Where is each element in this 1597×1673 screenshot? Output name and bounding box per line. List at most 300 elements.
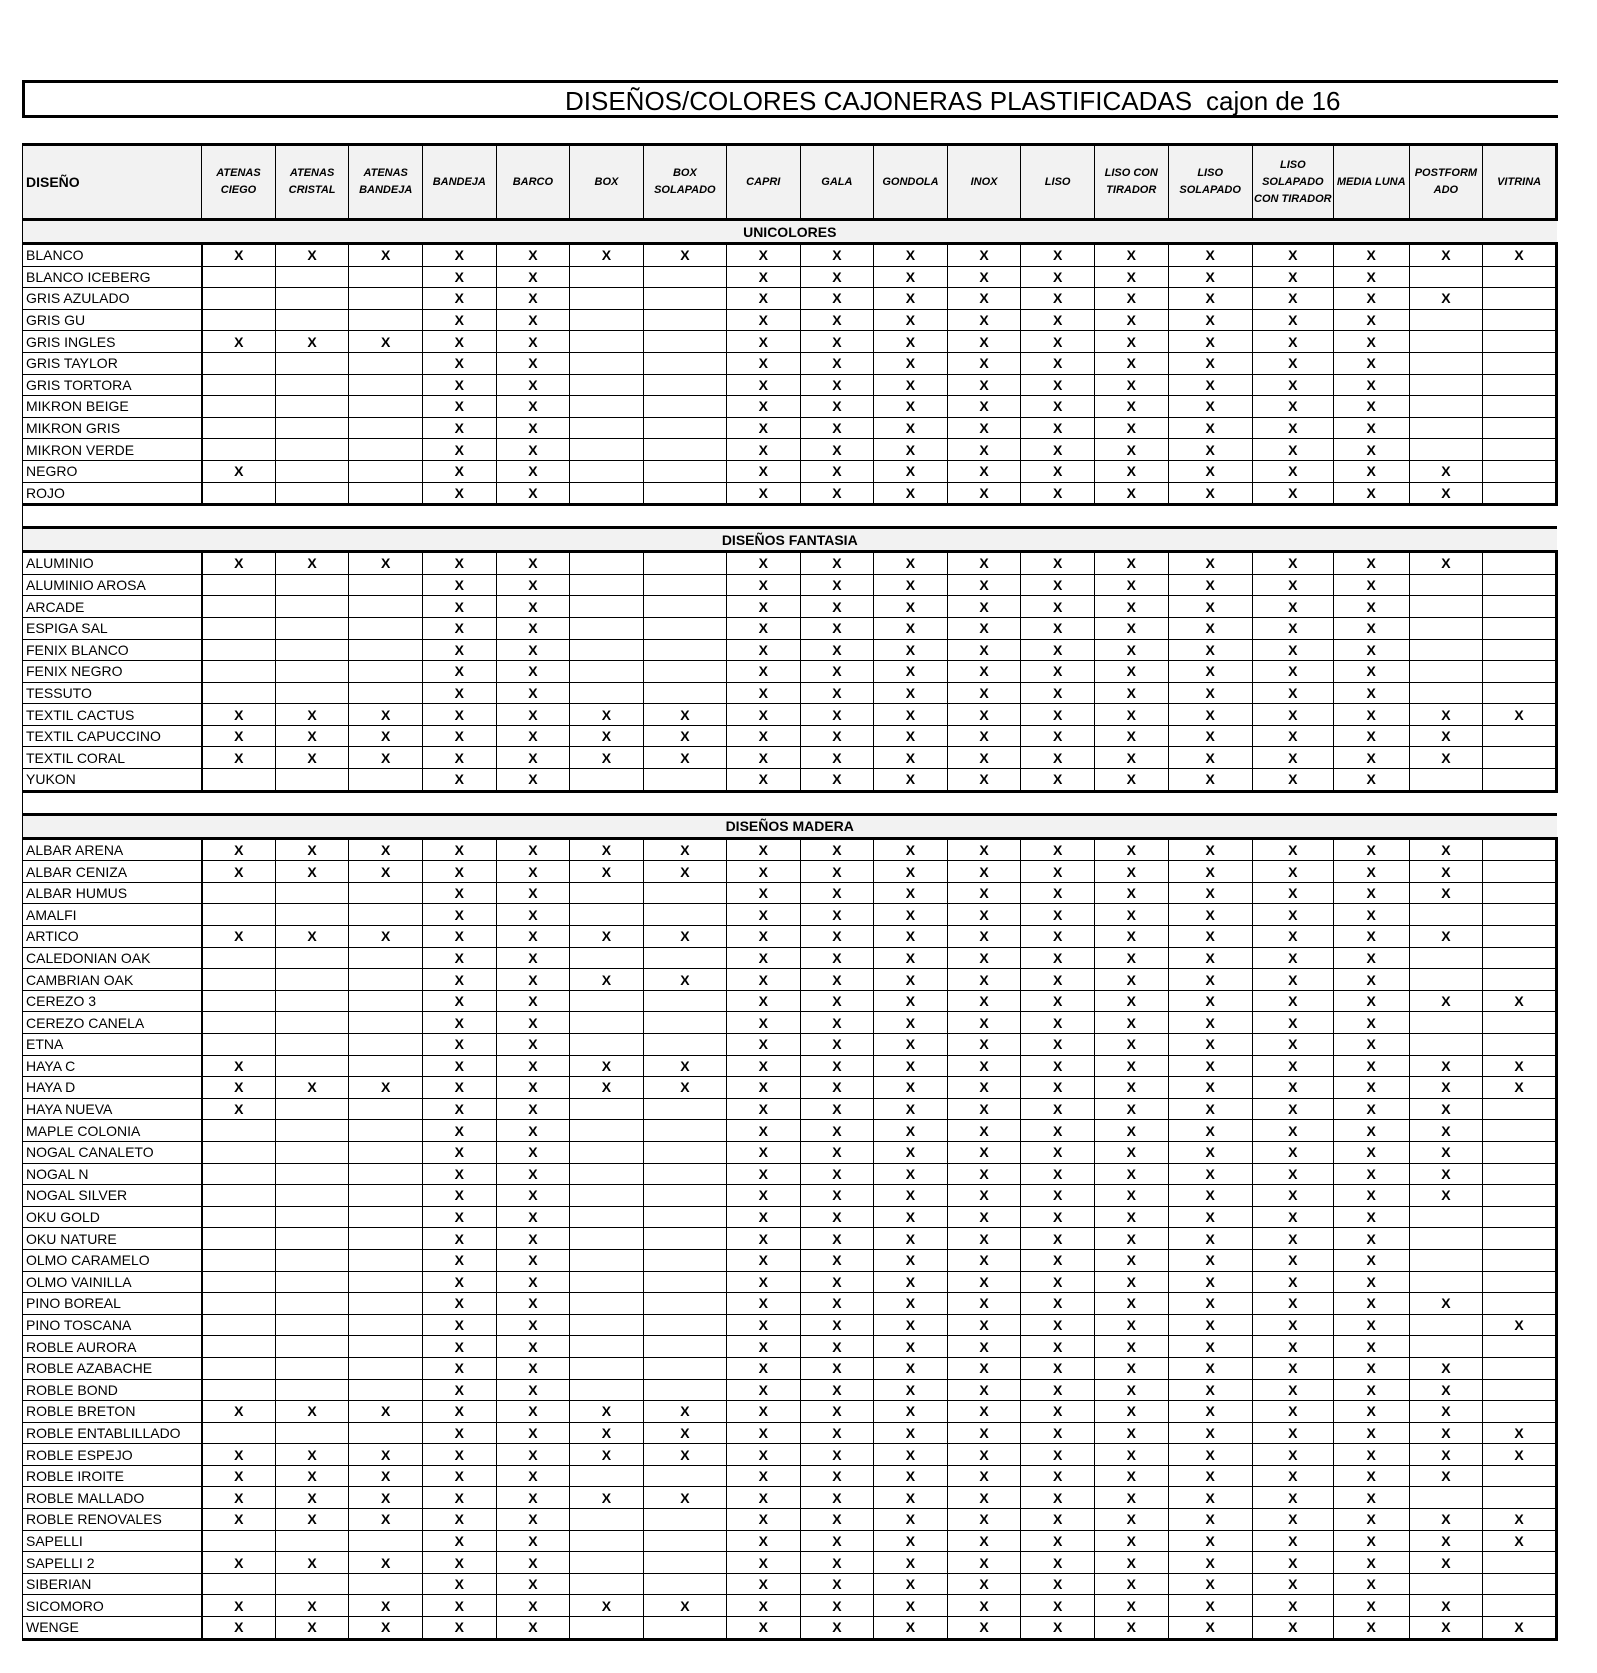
availability-cell: X — [643, 725, 726, 747]
availability-cell: X — [422, 396, 496, 418]
column-header: GONDOLA — [874, 145, 948, 220]
availability-cell: X — [1483, 1055, 1557, 1077]
availability-cell: X — [349, 704, 423, 726]
availability-cell — [643, 1034, 726, 1056]
availability-cell — [202, 1314, 276, 1336]
availability-cell: X — [1483, 1314, 1557, 1336]
availability-cell: X — [1168, 352, 1252, 374]
table-row — [23, 926, 1557, 948]
availability-cell: X — [726, 969, 800, 991]
availability-cell: X — [422, 1401, 496, 1423]
availability-cell — [1483, 574, 1557, 596]
availability-cell: X — [570, 704, 644, 726]
availability-cell: X — [874, 969, 948, 991]
availability-cell: X — [1333, 1163, 1409, 1185]
availability-cell — [1483, 969, 1557, 991]
availability-cell: X — [800, 1077, 874, 1099]
availability-cell: X — [422, 969, 496, 991]
availability-cell: X — [422, 1249, 496, 1271]
availability-cell — [1483, 1465, 1557, 1487]
availability-cell: X — [874, 747, 948, 769]
availability-cell: X — [1094, 1141, 1168, 1163]
availability-cell: X — [422, 1077, 496, 1099]
availability-cell — [349, 1120, 423, 1142]
availability-cell — [1409, 417, 1483, 439]
availability-cell: X — [874, 309, 948, 331]
availability-cell: X — [1409, 460, 1483, 482]
availability-cell: X — [1094, 309, 1168, 331]
availability-cell — [643, 1098, 726, 1120]
availability-cell: X — [947, 1595, 1021, 1617]
availability-cell: X — [1021, 1293, 1095, 1315]
availability-cell: X — [947, 482, 1021, 505]
availability-cell: X — [202, 1401, 276, 1423]
availability-cell: X — [643, 747, 726, 769]
availability-cell: X — [496, 439, 570, 461]
availability-cell — [275, 417, 349, 439]
availability-cell: X — [800, 682, 874, 704]
availability-cell: X — [1252, 747, 1333, 769]
availability-cell — [1409, 769, 1483, 792]
availability-cell: X — [1483, 1530, 1557, 1552]
availability-cell: X — [1333, 639, 1409, 661]
availability-cell — [643, 1530, 726, 1552]
table-row — [23, 460, 1557, 482]
availability-cell: X — [275, 1509, 349, 1531]
availability-cell — [275, 1120, 349, 1142]
availability-cell — [1483, 1401, 1557, 1423]
availability-cell: X — [570, 838, 644, 861]
availability-cell — [349, 396, 423, 418]
availability-cell — [643, 1357, 726, 1379]
availability-cell: X — [1168, 904, 1252, 926]
availability-cell: X — [800, 552, 874, 575]
availability-cell — [1409, 1249, 1483, 1271]
availability-cell — [202, 266, 276, 288]
availability-cell: X — [1168, 1293, 1252, 1315]
availability-cell: X — [496, 552, 570, 575]
design-name: WENGE — [23, 1617, 202, 1640]
availability-cell — [349, 990, 423, 1012]
availability-cell: X — [726, 1444, 800, 1466]
availability-cell: X — [1333, 596, 1409, 618]
availability-cell: X — [422, 1228, 496, 1250]
availability-cell: X — [726, 1163, 800, 1185]
availability-cell: X — [1168, 1120, 1252, 1142]
availability-cell: X — [1333, 1055, 1409, 1077]
availability-cell: X — [726, 1617, 800, 1640]
availability-cell: X — [726, 439, 800, 461]
availability-cell: X — [947, 947, 1021, 969]
availability-cell — [202, 769, 276, 792]
availability-cell: X — [422, 1034, 496, 1056]
availability-cell: X — [1409, 990, 1483, 1012]
availability-cell: X — [275, 244, 349, 267]
availability-cell: X — [1168, 266, 1252, 288]
table-row — [23, 725, 1557, 747]
availability-cell — [1409, 1573, 1483, 1595]
availability-cell — [1483, 1012, 1557, 1034]
design-name: ALBAR ARENA — [23, 838, 202, 861]
availability-cell — [570, 1228, 644, 1250]
availability-cell: X — [1483, 244, 1557, 267]
availability-cell: X — [1252, 861, 1333, 883]
availability-cell: X — [422, 331, 496, 353]
table-row — [23, 1357, 1557, 1379]
availability-cell: X — [1168, 482, 1252, 505]
availability-cell — [643, 1465, 726, 1487]
availability-cell: X — [874, 1552, 948, 1574]
availability-cell: X — [874, 1055, 948, 1077]
availability-cell: X — [1252, 1487, 1333, 1509]
availability-cell: X — [800, 331, 874, 353]
availability-cell — [570, 482, 644, 505]
table-row — [23, 617, 1557, 639]
availability-cell — [1483, 661, 1557, 683]
availability-cell: X — [496, 682, 570, 704]
availability-cell: X — [947, 288, 1021, 310]
availability-cell — [643, 1249, 726, 1271]
availability-cell: X — [800, 1573, 874, 1595]
availability-cell — [349, 1012, 423, 1034]
availability-cell: X — [1168, 1336, 1252, 1358]
title-main: DISEÑOS/COLORES CAJONERAS PLASTIFICADAS — [565, 86, 1193, 116]
availability-cell: X — [422, 574, 496, 596]
table-row — [23, 882, 1557, 904]
table-row — [23, 704, 1557, 726]
availability-cell: X — [1252, 1422, 1333, 1444]
availability-cell: X — [349, 926, 423, 948]
availability-cell: X — [349, 331, 423, 353]
availability-cell: X — [1021, 1487, 1095, 1509]
availability-cell — [202, 1034, 276, 1056]
availability-cell: X — [800, 1357, 874, 1379]
availability-cell: X — [800, 352, 874, 374]
table-row — [23, 1034, 1557, 1056]
availability-cell: X — [947, 1206, 1021, 1228]
availability-cell: X — [1094, 1098, 1168, 1120]
availability-cell — [643, 990, 726, 1012]
availability-cell — [202, 969, 276, 991]
column-header: MEDIA LUNA — [1333, 145, 1409, 220]
availability-cell: X — [570, 1487, 644, 1509]
availability-cell: X — [874, 331, 948, 353]
availability-cell — [643, 352, 726, 374]
availability-cell: X — [800, 574, 874, 596]
availability-cell: X — [874, 882, 948, 904]
availability-cell: X — [422, 439, 496, 461]
availability-cell: X — [275, 1077, 349, 1099]
availability-cell — [202, 439, 276, 461]
availability-cell: X — [1333, 1012, 1409, 1034]
availability-cell: X — [422, 904, 496, 926]
availability-cell: X — [874, 947, 948, 969]
availability-cell: X — [874, 552, 948, 575]
availability-cell: X — [1168, 1185, 1252, 1207]
availability-cell: X — [422, 1098, 496, 1120]
availability-cell: X — [726, 1055, 800, 1077]
availability-cell: X — [1021, 482, 1095, 505]
availability-cell: X — [1168, 244, 1252, 267]
availability-cell: X — [1252, 439, 1333, 461]
availability-cell: X — [496, 725, 570, 747]
availability-cell: X — [1333, 1465, 1409, 1487]
availability-cell: X — [1333, 682, 1409, 704]
availability-cell: X — [1333, 1206, 1409, 1228]
availability-cell — [202, 1336, 276, 1358]
column-header: ATENAS CIEGO — [202, 145, 276, 220]
design-name: ETNA — [23, 1034, 202, 1056]
availability-cell: X — [726, 1185, 800, 1207]
availability-cell: X — [1409, 1595, 1483, 1617]
design-name: HAYA C — [23, 1055, 202, 1077]
availability-cell: X — [800, 1206, 874, 1228]
availability-cell: X — [1252, 1185, 1333, 1207]
availability-cell — [570, 1465, 644, 1487]
availability-cell: X — [1094, 266, 1168, 288]
availability-cell — [643, 374, 726, 396]
availability-cell: X — [422, 374, 496, 396]
availability-cell — [1483, 482, 1557, 505]
availability-cell: X — [874, 1271, 948, 1293]
availability-cell: X — [726, 244, 800, 267]
availability-cell: X — [1333, 417, 1409, 439]
availability-cell: X — [1021, 639, 1095, 661]
availability-cell: X — [422, 1509, 496, 1531]
availability-cell: X — [726, 352, 800, 374]
column-header: ATENAS BANDEJA — [349, 145, 423, 220]
availability-cell: X — [1021, 574, 1095, 596]
availability-cell: X — [1168, 1077, 1252, 1099]
availability-cell: X — [202, 1617, 276, 1640]
design-name: BLANCO ICEBERG — [23, 266, 202, 288]
availability-cell: X — [1333, 661, 1409, 683]
availability-cell: X — [1252, 661, 1333, 683]
availability-cell — [349, 1141, 423, 1163]
availability-cell: X — [643, 1595, 726, 1617]
availability-cell: X — [1252, 704, 1333, 726]
availability-cell: X — [1252, 1034, 1333, 1056]
availability-cell — [275, 288, 349, 310]
column-header: ATENAS CRISTAL — [275, 145, 349, 220]
design-name: OLMO CARAMELO — [23, 1249, 202, 1271]
availability-cell: X — [1094, 661, 1168, 683]
availability-cell — [643, 596, 726, 618]
availability-cell: X — [1094, 1401, 1168, 1423]
design-name: OKU GOLD — [23, 1206, 202, 1228]
section-title: DISEÑOS MADERA — [23, 814, 1557, 838]
availability-cell: X — [1168, 396, 1252, 418]
availability-cell — [570, 947, 644, 969]
availability-cell: X — [422, 1293, 496, 1315]
availability-cell — [275, 1422, 349, 1444]
availability-cell: X — [1483, 1617, 1557, 1640]
availability-cell: X — [947, 639, 1021, 661]
availability-cell — [275, 1336, 349, 1358]
availability-cell: X — [349, 1444, 423, 1466]
availability-cell: X — [422, 725, 496, 747]
availability-cell — [1409, 969, 1483, 991]
availability-cell — [275, 1098, 349, 1120]
availability-cell — [275, 266, 349, 288]
availability-cell: X — [496, 374, 570, 396]
availability-cell: X — [643, 1077, 726, 1099]
availability-cell: X — [800, 1595, 874, 1617]
availability-cell: X — [1409, 704, 1483, 726]
availability-cell: X — [800, 838, 874, 861]
availability-cell — [349, 639, 423, 661]
table-row — [23, 639, 1557, 661]
column-header: BOX SOLAPADO — [643, 145, 726, 220]
availability-cell: X — [1021, 1185, 1095, 1207]
availability-cell — [1483, 552, 1557, 575]
availability-cell: X — [1021, 552, 1095, 575]
availability-cell: X — [1252, 374, 1333, 396]
availability-cell: X — [874, 1077, 948, 1099]
availability-cell: X — [726, 704, 800, 726]
availability-cell: X — [1333, 1422, 1409, 1444]
designs-table — [22, 143, 1558, 1641]
availability-cell: X — [947, 838, 1021, 861]
availability-cell: X — [726, 1012, 800, 1034]
availability-cell — [643, 661, 726, 683]
availability-cell — [643, 1573, 726, 1595]
availability-cell: X — [275, 704, 349, 726]
table-row — [23, 1055, 1557, 1077]
availability-cell — [349, 969, 423, 991]
availability-cell: X — [422, 861, 496, 883]
availability-cell — [1483, 769, 1557, 792]
availability-cell: X — [422, 1357, 496, 1379]
availability-cell: X — [1333, 1444, 1409, 1466]
design-name: PINO BOREAL — [23, 1293, 202, 1315]
availability-cell — [202, 1163, 276, 1185]
availability-cell: X — [1094, 1034, 1168, 1056]
availability-cell: X — [947, 439, 1021, 461]
availability-cell: X — [1409, 1379, 1483, 1401]
table-row — [23, 747, 1557, 769]
availability-cell — [1483, 1163, 1557, 1185]
availability-cell: X — [202, 926, 276, 948]
availability-cell: X — [1333, 460, 1409, 482]
availability-cell: X — [202, 331, 276, 353]
availability-cell: X — [1021, 882, 1095, 904]
availability-cell — [570, 396, 644, 418]
availability-cell — [1483, 1249, 1557, 1271]
availability-cell: X — [800, 244, 874, 267]
availability-cell: X — [1094, 704, 1168, 726]
availability-cell: X — [874, 1098, 948, 1120]
table-row — [23, 1379, 1557, 1401]
availability-cell: X — [726, 639, 800, 661]
availability-cell — [1483, 331, 1557, 353]
availability-cell: X — [947, 682, 1021, 704]
availability-cell — [1409, 617, 1483, 639]
availability-cell — [570, 309, 644, 331]
table-row — [23, 661, 1557, 683]
availability-cell: X — [874, 1617, 948, 1640]
availability-cell — [349, 374, 423, 396]
availability-cell: X — [496, 244, 570, 267]
design-name: ROBLE ESPEJO — [23, 1444, 202, 1466]
availability-cell: X — [874, 1120, 948, 1142]
availability-cell: X — [726, 1595, 800, 1617]
availability-cell: X — [800, 1012, 874, 1034]
design-name: NOGAL SILVER — [23, 1185, 202, 1207]
availability-cell — [202, 417, 276, 439]
availability-cell: X — [275, 838, 349, 861]
availability-cell: X — [1168, 639, 1252, 661]
availability-cell: X — [202, 747, 276, 769]
availability-cell: X — [874, 1595, 948, 1617]
availability-cell — [202, 352, 276, 374]
design-name: ESPIGA SAL — [23, 617, 202, 639]
availability-cell: X — [422, 352, 496, 374]
availability-cell: X — [1252, 838, 1333, 861]
availability-cell: X — [349, 1465, 423, 1487]
design-name: ARCADE — [23, 596, 202, 618]
availability-cell — [202, 1357, 276, 1379]
availability-cell: X — [726, 1573, 800, 1595]
availability-cell: X — [947, 1487, 1021, 1509]
availability-cell — [1483, 861, 1557, 883]
availability-cell — [1409, 1206, 1483, 1228]
availability-cell — [202, 617, 276, 639]
availability-cell: X — [874, 725, 948, 747]
availability-cell — [349, 1530, 423, 1552]
design-name: TEXTIL CAPUCCINO — [23, 725, 202, 747]
availability-cell — [275, 1034, 349, 1056]
availability-cell: X — [496, 617, 570, 639]
availability-cell: X — [1483, 1077, 1557, 1099]
availability-cell — [349, 1336, 423, 1358]
availability-cell — [570, 374, 644, 396]
availability-cell — [1483, 1098, 1557, 1120]
design-name: MIKRON GRIS — [23, 417, 202, 439]
availability-cell: X — [422, 1163, 496, 1185]
availability-cell: X — [947, 926, 1021, 948]
availability-cell: X — [496, 1098, 570, 1120]
availability-cell: X — [726, 1401, 800, 1423]
availability-cell: X — [570, 861, 644, 883]
availability-cell: X — [1333, 838, 1409, 861]
availability-cell — [643, 1185, 726, 1207]
availability-cell: X — [1168, 331, 1252, 353]
availability-cell: X — [496, 574, 570, 596]
design-name: SAPELLI — [23, 1530, 202, 1552]
availability-cell — [643, 331, 726, 353]
availability-cell: X — [1094, 1487, 1168, 1509]
availability-cell — [570, 596, 644, 618]
availability-cell: X — [275, 1401, 349, 1423]
availability-cell — [275, 596, 349, 618]
availability-cell — [275, 990, 349, 1012]
availability-cell — [1483, 1293, 1557, 1315]
availability-cell: X — [496, 417, 570, 439]
availability-cell: X — [349, 1509, 423, 1531]
availability-cell — [1483, 1487, 1557, 1509]
availability-cell: X — [800, 460, 874, 482]
availability-cell: X — [1094, 926, 1168, 948]
availability-cell: X — [1094, 769, 1168, 792]
availability-cell: X — [800, 482, 874, 505]
availability-cell: X — [422, 1206, 496, 1228]
availability-cell — [1483, 439, 1557, 461]
availability-cell: X — [1483, 1444, 1557, 1466]
availability-cell — [570, 1120, 644, 1142]
availability-cell: X — [947, 460, 1021, 482]
availability-cell: X — [1409, 1077, 1483, 1099]
